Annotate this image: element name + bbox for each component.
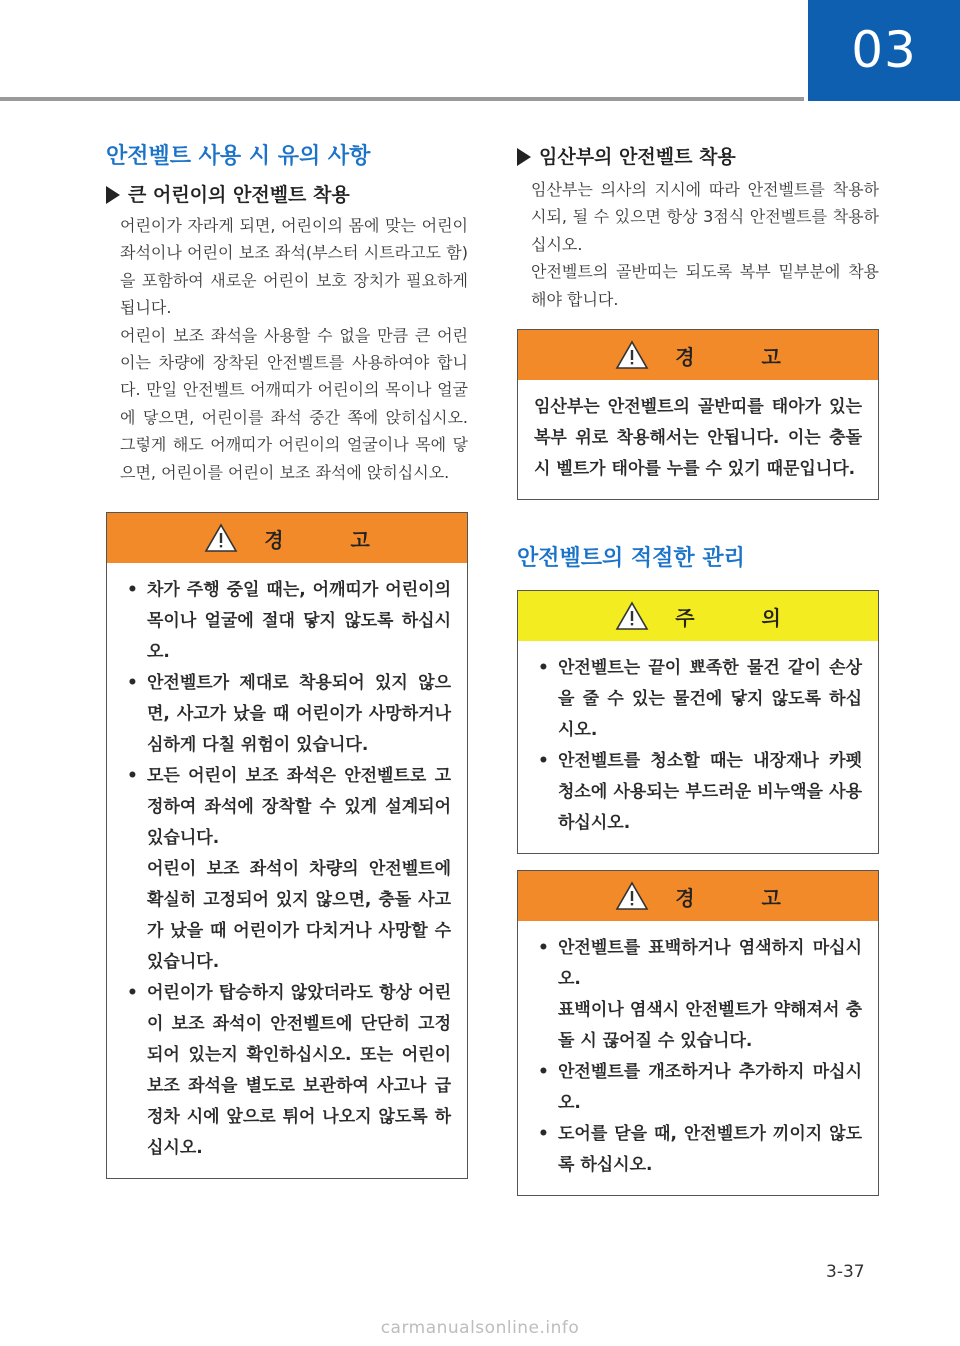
list-item: • 어린이가 탑승하지 않았더라도 항상 어린이 보조 좌석이 안전벨트에 단단히 고정되어 있는지 확인하십시오. 또는 어린이 보조 좌석을 별도로 보관하여 사고나 급정차 시에 앞으로 튀어 나오지 않도록 하십시오. (127, 983, 451, 1159)
header-rule (0, 97, 804, 101)
warning-body (518, 921, 878, 1195)
warning-triangle-icon (615, 340, 649, 370)
subsection-heading-pregnant-women (517, 142, 879, 172)
section-title-seatbelt-care: 안전벨트의 적절한 관리 (517, 546, 745, 572)
paragraph: 임산부는 의사의 지시에 따라 안전벨트를 착용하시되, 될 수 있으면 항상 3점식 안전벨트를 착용하십시오. (531, 180, 879, 254)
warning-box-care (517, 870, 879, 1196)
warning-header (107, 513, 467, 563)
paragraph: 안전벨트의 골반띠는 되도록 복부 밑부분에 착용해야 합니다. (531, 262, 879, 309)
left-column (106, 140, 468, 1179)
triangle-right-icon (106, 186, 120, 204)
warning-header (518, 871, 878, 921)
watermark-link[interactable]: carmanualsonline.info (380, 1318, 580, 1338)
warning-triangle-icon (615, 881, 649, 911)
pregnant-women-body (517, 176, 879, 313)
subsection-title: 임산부의 안전벨트 착용 (539, 146, 736, 168)
list-item: • 차가 주행 중일 때는, 어깨띠가 어린이의 목이나 얼굴에 절대 닿지 않도록 하십시오. (127, 580, 451, 663)
warning-header (518, 330, 878, 380)
list-item: • 도어를 닫을 때, 안전벨트가 끼이지 않도록 하십시오. (538, 1124, 862, 1176)
triangle-right-icon (517, 148, 531, 166)
list-item: • 안전벨트를 표백하거나 염색하지 마십시오. 표백이나 염색시 안전벨트가 약해져서 충돌 시 끊어질 수 있습니다. (534, 933, 862, 1057)
caution-body (518, 641, 878, 853)
warning-triangle-icon (615, 601, 649, 631)
warning-title: 경 고 (675, 885, 811, 910)
page-number: 3-37 (826, 1262, 865, 1282)
warning-triangle-icon (204, 523, 238, 553)
warning-box-children (106, 512, 468, 1179)
subsection-heading-older-children (106, 180, 468, 210)
right-column (517, 140, 879, 1196)
list-item: • 안전벨트는 끝이 뾰족한 물건 같이 손상을 줄 수 있는 물건에 닿지 않도록 하십시오. (538, 658, 862, 741)
warning-body (107, 563, 467, 1178)
caution-title: 주 의 (675, 605, 811, 630)
subsection-title: 큰 어린이의 안전벨트 착용 (128, 184, 350, 206)
list-item: • 안전벨트를 청소할 때는 내장재나 카펫 청소에 사용되는 부드러운 비누액을 사용하십시오. (538, 751, 862, 834)
caution-box-care (517, 590, 879, 854)
list-item-note: 표백이나 염색시 안전벨트가 약해져서 충돌 시 끊어질 수 있습니다. (558, 1000, 862, 1052)
list-item: • 안전벨트가 제대로 착용되어 있지 않으면, 사고가 났을 때 어린이가 사망하거나 심하게 다칠 위험이 있습니다. (127, 673, 451, 756)
warning-title: 경 고 (264, 527, 400, 552)
warning-box-pregnant (517, 329, 879, 500)
warning-title: 경 고 (675, 344, 811, 369)
older-children-body (106, 212, 468, 486)
list-item: • 모든 어린이 보조 좌석은 안전벨트로 고정하여 좌석에 장착할 수 있게 설계되어 있습니다. 어린이 보조 좌석이 차량의 안전벨트에 확실히 고정되어 있지 않으면, 충돌 사고가 났을 때 어린이가 다치거나 사망할 수 있습니다. (123, 761, 451, 978)
paragraph: 어린이가 자라게 되면, 어린이의 몸에 맞는 어린이 좌석이나 어린이 보조 좌석(부스터 시트라고도 함)을 포함하여 새로운 어린이 보호 장치가 필요하게 됩니다. (120, 216, 468, 318)
list-item: • 안전벨트를 개조하거나 추가하지 마십시오. (538, 1062, 862, 1114)
caution-header (518, 591, 878, 641)
paragraph: 어린이 보조 좌석을 사용할 수 없을 만큼 큰 어린이는 차량에 장착된 안전벨트를 사용하여야 합니다. 만일 안전벨트 어깨띠가 어린이의 목이나 얼굴에 닿으면, 어린이를 좌석 중간 쪽에 앉히십시오. 그렇게 해도 어깨띠가 어린이의 얼굴이나 목에 닿으면, 어린이를 어린이 보조 좌석에 앉히십시오. (120, 325, 468, 482)
section-title-seatbelt-precautions: 안전벨트 사용 시 유의 사항 (106, 144, 371, 169)
list-item-note: 어린이 보조 좌석이 차량의 안전벨트에 확실히 고정되어 있지 않으면, 충돌 사고가 났을 때 어린이가 다치거나 사망할 수 있습니다. (147, 859, 451, 973)
warning-body (518, 380, 878, 499)
warning-text: 임산부는 안전벨트의 골반띠를 태아가 있는 복부 위로 착용해서는 안됩니다. 이는 충돌 시 벨트가 태아를 누를 수 있기 때문입니다. (534, 397, 862, 480)
chapter-tab: 03 (808, 0, 960, 101)
